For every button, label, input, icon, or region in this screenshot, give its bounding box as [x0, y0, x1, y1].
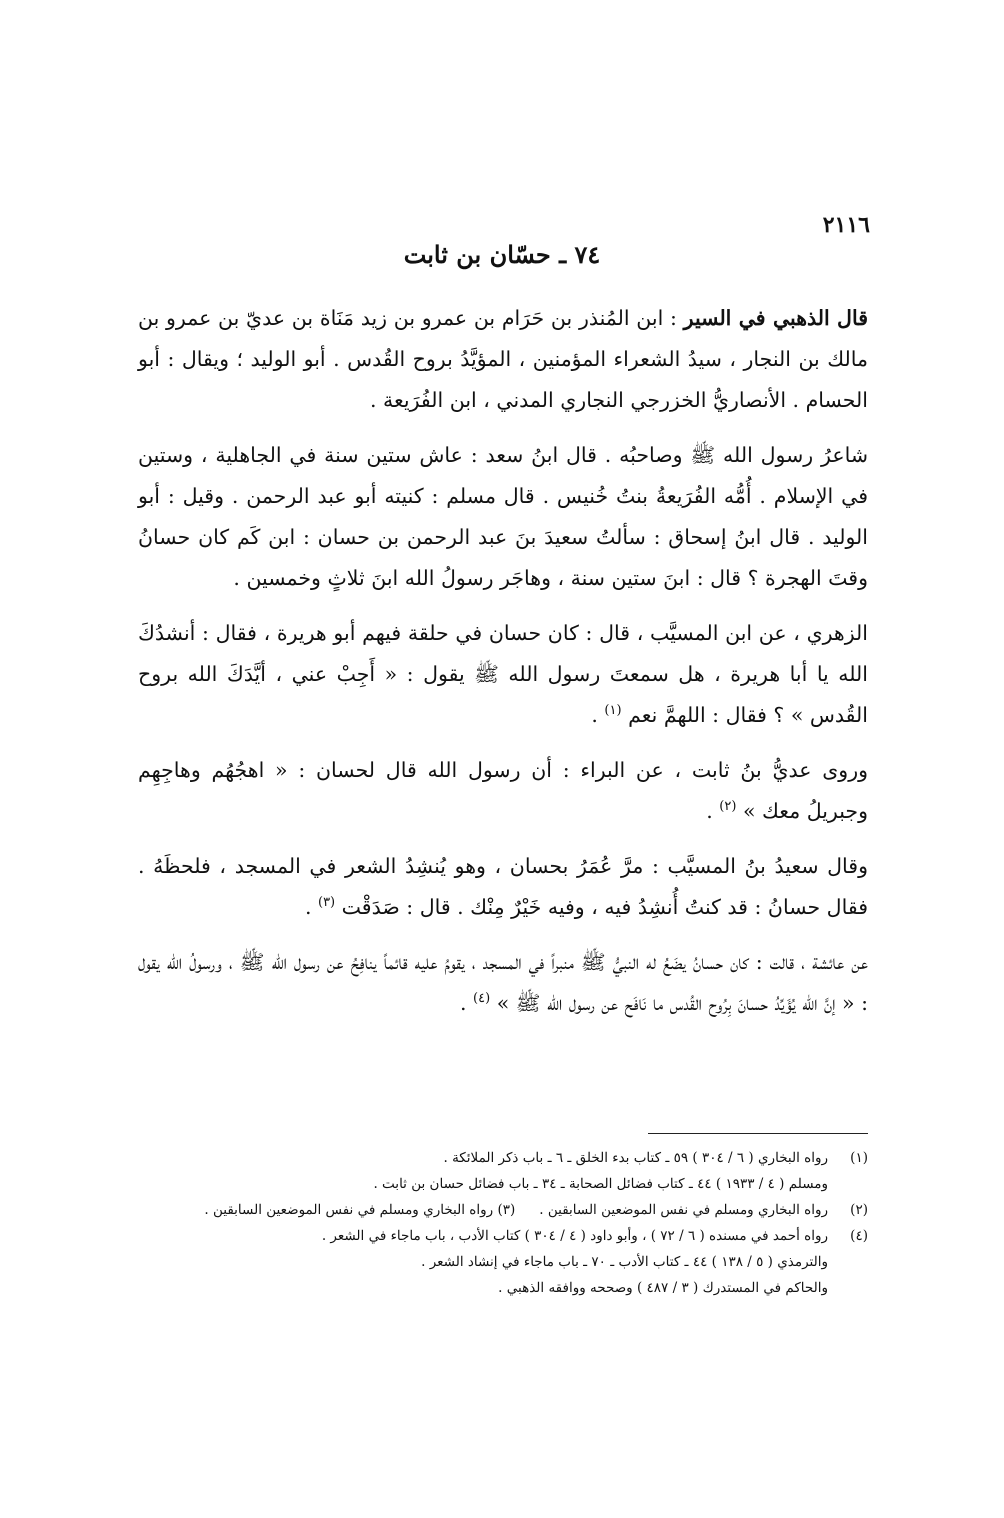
- footnote-ref[interactable]: (١): [604, 703, 622, 719]
- chapter-title: ٧٤ ـ حسّان بن ثابت: [403, 240, 601, 269]
- footnote-ref[interactable]: (٤): [473, 991, 491, 1007]
- paragraph-5: [138, 846, 868, 928]
- paragraph-text: وقال سعيدُ بنُ المسيَّب : مرَّ عُمَرُ بحسان ، وهو يُنشِدُ الشعر في المسجد ، فلحظَهُ . فقال حسانُ : قد كنتُ أُنشِدُ فيه ، وفيه خَيْرٌ مِنْك . قال : صَدَقْت: [138, 854, 868, 919]
- footnote-2-3: [138, 1197, 868, 1223]
- footnote-4: [138, 1223, 868, 1249]
- footnote-text: والحاكم في المستدرك ( ٣ / ٤٨٧ ) وصححه ووافقه الذهبي .: [498, 1280, 828, 1296]
- paragraph-1: [138, 298, 868, 421]
- footnote-4-continued: [138, 1249, 868, 1275]
- footnotes: [138, 1145, 868, 1301]
- footnote-text: ومسلم ( ٤ / ١٩٣٣ ) ٤٤ ـ كتاب فضائل الصحابة ـ ٣٤ ـ باب فضائل حسان بن ثابت .: [373, 1176, 828, 1192]
- body-text: [138, 298, 868, 1038]
- paragraph-3: [138, 613, 868, 736]
- footnote-text: رواه أحمد في مسنده ( ٦ / ٧٢ ) ، وأبو داود ( ٤ / ٣٠٤ ) كتاب الأدب ، باب ماجاء في الشعر .: [321, 1228, 828, 1244]
- paragraph-text: : ابن المُنذر بن حَرَام بن عمرو بن زيد مَنَاة بن عديّ بن عمرو بن مالك بن النجار ، سيدُ الشعراء المؤمنين ، المؤيَّدُ بروح القُدس . أبو الوليد ؛ ويقال : أبو الحسام . الأنصاريُّ الخزرجي النجاري المدني ، ابن الفُرَيعة .: [138, 306, 868, 412]
- footnote-number: (١): [850, 1150, 868, 1166]
- footnote-number: (٣): [497, 1202, 516, 1218]
- footnote-ref[interactable]: (٢): [719, 799, 737, 815]
- page-number: ٢١١٦: [822, 212, 870, 238]
- footnote-1-continued: [138, 1171, 868, 1197]
- paragraph-text: وروى عديُّ بنُ ثابت ، عن البراء : أن رسول الله قال لحسان : « اهجُهُم وهاجِهِم وجبريلُ معك »: [138, 758, 868, 823]
- footnote-text: والترمذي ( ٥ / ١٣٨ ) ٤٤ ـ كتاب الأدب ـ ٧٠ ـ باب ماجاء في إنشاد الشعر .: [421, 1254, 828, 1270]
- footnote-divider: [648, 1133, 868, 1134]
- paragraph-end: .: [706, 799, 720, 823]
- paragraph-end: .: [591, 703, 605, 727]
- footnote-1: [138, 1145, 868, 1171]
- footnote-4-continued: [138, 1275, 868, 1301]
- footnote-number: (٢): [850, 1202, 868, 1218]
- paragraph-text: شاعرُ رسول الله ﷺ وصاحبُه . قال ابنُ سعد : عاش ستين سنة في الجاهلية ، وستين في الإسلام . أُمُّه الفُرَيعةُ بنتُ خُنيس . قال مسلم : كنيته أبو عبد الرحمن . وقيل : أبو الوليد . قال ابنُ إسحاق : سألتُ سعيدَ بنَ عبد الرحمن بن حسان : ابن كَم كان حسانُ وقتَ الهجرة ؟ قال : ابنَ ستين سنة ، وهاجَر رسولُ الله ابنَ ثلاثٍ وخمسين .: [138, 443, 868, 590]
- footnote-text: رواه البخاري ومسلم في نفس الموضعين السابقين .: [204, 1202, 494, 1218]
- footnote-ref[interactable]: (٣): [317, 895, 336, 911]
- paragraph-4: [138, 750, 868, 832]
- paragraph-2: [138, 435, 868, 599]
- paragraph-6: [138, 942, 868, 1024]
- footnote-text: رواه البخاري ومسلم في نفس الموضعين السابقين .: [539, 1202, 828, 1218]
- footnote-number: (٤): [850, 1228, 868, 1244]
- source-lead: قال الذهبي في السير: [683, 306, 868, 330]
- paragraph-text: عن عائشة ، قالت : كان حسانُ يضَعُ له النبيُّ ﷺ منبراً في المسجد ، يقومُ عليه قائماً ينافِحُ عن رسول الله ﷺ ، ورسولُ الله يقول : « إنَّ الله يُؤَيِّدُ حسانَ بِرُوح القُدس ما نَافَح عن رسول الله ﷺ »: [138, 950, 868, 1015]
- footnote-text: رواه البخاري ( ٦ / ٣٠٤ ) ٥٩ ـ كتاب بدء الخلق ـ ٦ ـ باب ذكر الملائكة .: [443, 1150, 828, 1166]
- paragraph-end: .: [459, 991, 474, 1015]
- paragraph-end: .: [304, 895, 318, 919]
- paragraph-text: الزهري ، عن ابن المسيَّب ، قال : كان حسان في حلقة فيهم أبو هريرة ، فقال : أنشدُكَ الله يا أبا هريرة ، هل سمعتَ رسول الله ﷺ يقول : « أَجِبْ عني ، أيَّدَكَ الله بروح القُدس » ؟ فقال : اللهمَّ نعم: [138, 621, 868, 727]
